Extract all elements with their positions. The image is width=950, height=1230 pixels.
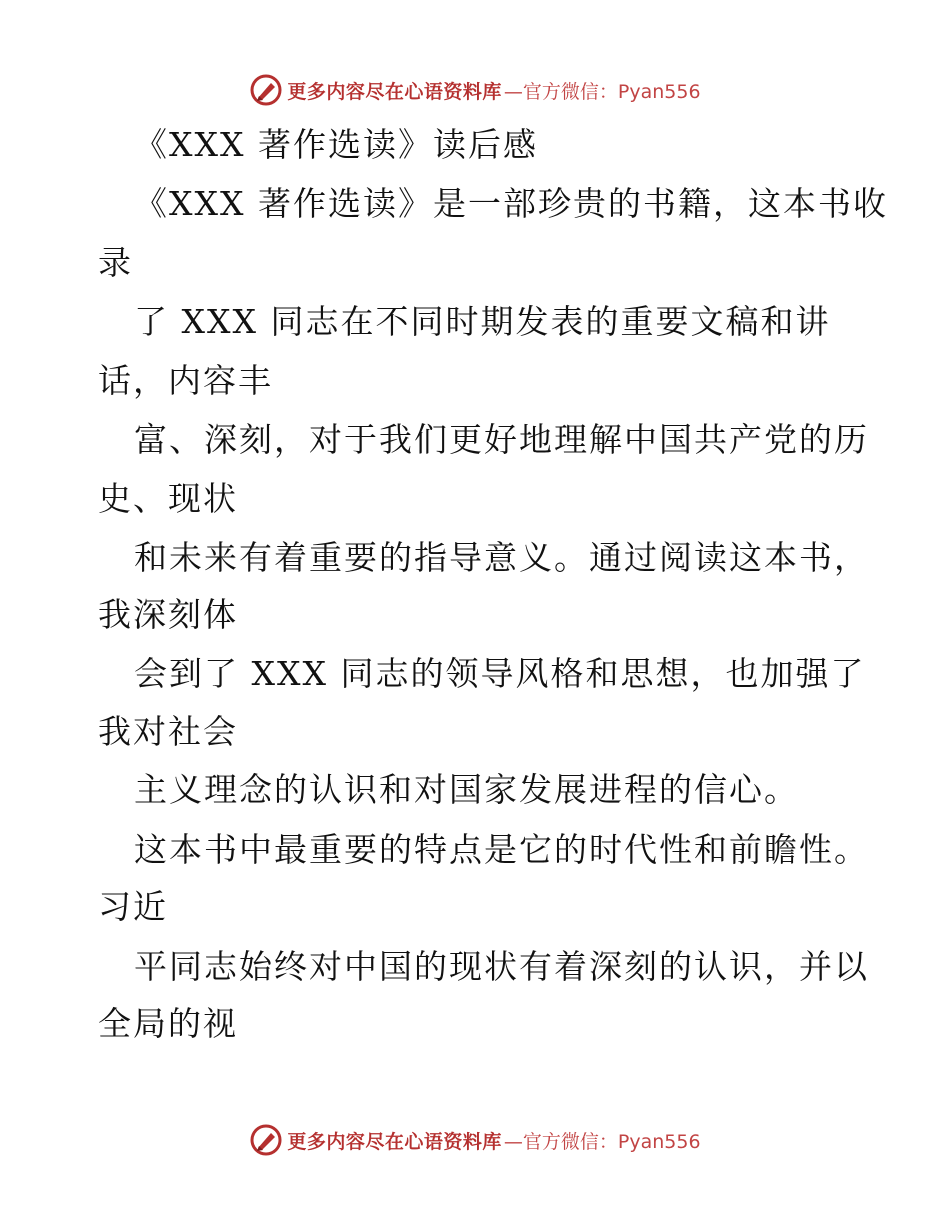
text-line: 习近 [98,887,168,926]
text-line: 平同志始终对中国的现状有着深刻的认识，并以 [134,947,869,986]
banner-contact: —官方微信：Pyan556 [503,1130,701,1153]
pen-logo-icon [249,1123,283,1157]
text-line: 和未来有着重要的指导意义。通过阅读这本书， [134,538,869,577]
banner-title: 更多内容尽在心语资料库 [287,80,502,103]
text-line: 《XXX 著作选读》是一部珍贵的书籍，这本书收 [134,184,888,223]
pen-logo-icon [249,73,283,107]
text-line: 富、深刻，对于我们更好地理解中国共产党的历 [134,420,869,459]
text-line: 会到了 XXX 同志的领导风格和思想，也加强了 [134,654,866,693]
banner-title: 更多内容尽在心语资料库 [287,1130,502,1153]
text-line: 主义理念的认识和对国家发展进程的信心。 [134,770,799,809]
text-line: 全局的视 [98,1004,238,1043]
text-line: 话，内容丰 [98,361,273,400]
banner-contact: —官方微信：Pyan556 [503,80,701,103]
text-line: 我对社会 [98,712,238,751]
text-line: 了 XXX 同志在不同时期发表的重要文稿和讲 [134,302,831,341]
text-line: 我深刻体 [98,595,238,634]
footer-banner [0,1120,950,1160]
header-banner [0,70,950,110]
text-line: 史、现状 [98,479,238,518]
text-line: 这本书中最重要的特点是它的时代性和前瞻性。 [134,830,869,869]
document-title: 《XXX 著作选读》读后感 [134,125,538,164]
text-line: 录 [98,243,133,282]
